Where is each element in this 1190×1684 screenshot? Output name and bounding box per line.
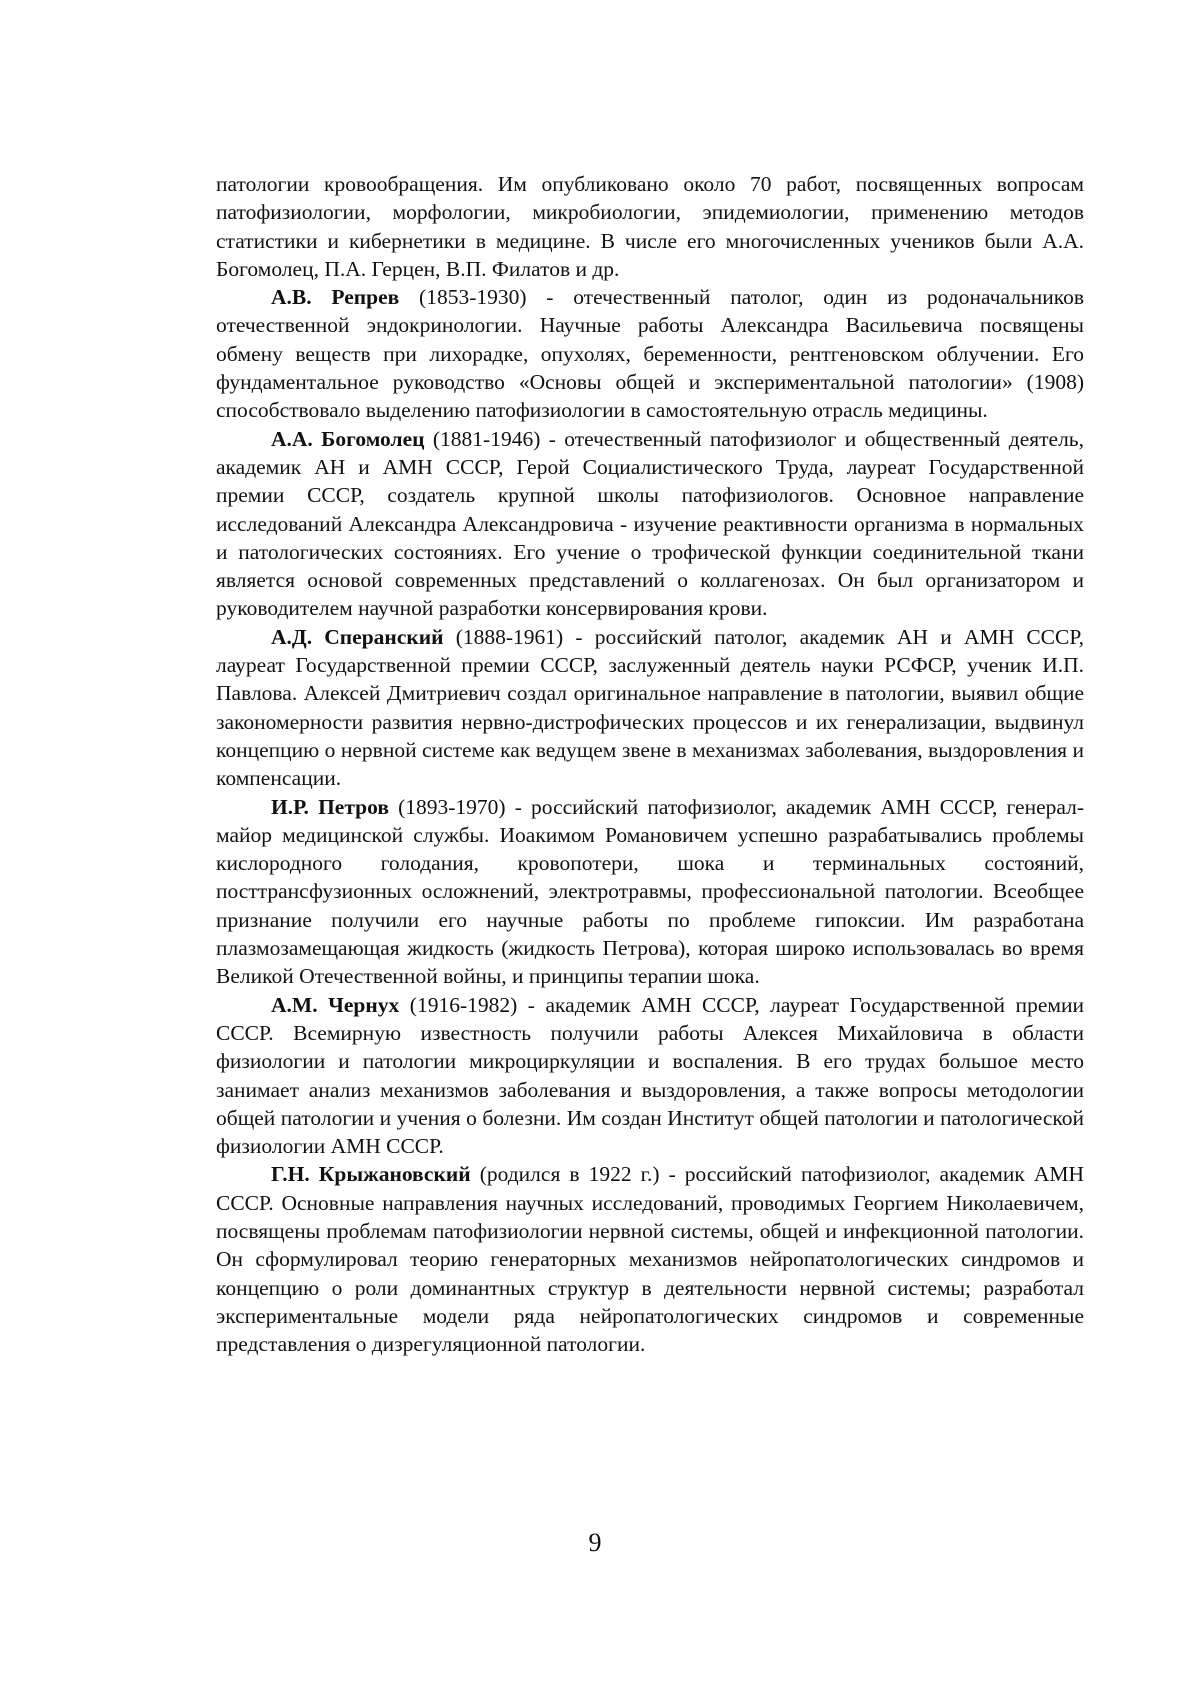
person-name: А.В. Репрев bbox=[271, 285, 400, 310]
paragraph-chernukh bbox=[216, 991, 1084, 1161]
paragraph-bogomolets bbox=[216, 425, 1084, 623]
person-name: А.Д. Сперанский bbox=[271, 624, 444, 649]
person-name: Г.Н. Крыжановский bbox=[271, 1162, 471, 1187]
document-body bbox=[216, 170, 1084, 1358]
person-name: А.А. Богомолец bbox=[271, 426, 425, 451]
paragraph-text: (1893-1970) - российский патофизиолог, академик АМН СССР, генерал-майор медицинской службы. Иоакимом Романовичем успешно разрабатывались проблемы кислородного голодания, кровопотери, шока и терминальных состояний, посттрансфузионных осложнений, электротравмы, профессиональной патологии. Всеобщее признание получили его научные работы по проблеме гипоксии. Им разработана плазмозамещающая жидкость (жидкость Петрова), которая широко использовалась во время Великой Отечественной войны, и принципы терапии шока. bbox=[216, 794, 1084, 989]
person-name: И.Р. Петров bbox=[271, 794, 389, 819]
paragraph-text: (родился в 1922 г.) - российский патофизиолог, академик АМН СССР. Основные направления научных исследований, проводимых Георгием Николаевичем, посвящены проблемам патофизиологии нервной системы, общей и инфекционной патологии. Он сформулировал теорию генераторных механизмов нейропатологических синдромов и концепцию о роли доминантных структур в деятельности нервной системы; разработал экспериментальные модели ряда нейропатологических синдромов и современные представления о дизрегуляционной патологии. bbox=[216, 1162, 1084, 1357]
paragraph-continuation bbox=[216, 170, 1084, 283]
page-number: 9 bbox=[588, 1528, 602, 1557]
paragraph-text: (1853-1930) - отечественный патолог, один из родоначальников отечественной эндокринологии. Научные работы Александра Васильевича посвящены обмену веществ при лихорадке, опухолях, беременности, рентгеновском облучении. Его фундаментальное руководство «Основы общей и экспериментальной патологии» (1908) способствовало выделению патофизиологии в самостоятельную отрасль медицины. bbox=[216, 285, 1084, 423]
paragraph-text: (1916-1982) - академик АМН СССР, лауреат Государственной премии СССР. Всемирную известность получили работы Алексея Михайловича в области физиологии и патологии микроциркуляции и воспаления. В его трудах большое место занимает анализ механизмов заболевания и выздоровления, а также вопросы методологии общей патологии и учения о болезни. Им создан Институт общей патологии и патологической физиологии АМН СССР. bbox=[216, 992, 1084, 1159]
paragraph-reprev bbox=[216, 283, 1084, 424]
paragraph-text: патологии кровообращения. Им опубликовано около 70 работ, посвященных вопросам патофизиологии, морфологии, микробиологии, эпидемиологии, применению методов статистики и кибернетики в медицине. В числе его многочисленных учеников были А.А. Богомолец, П.А. Герцен, В.П. Филатов и др. bbox=[216, 172, 1084, 281]
paragraph-speransky bbox=[216, 623, 1084, 793]
person-name: А.М. Чернух bbox=[271, 992, 400, 1017]
paragraph-kryzhanovsky bbox=[216, 1160, 1084, 1358]
paragraph-petrov bbox=[216, 793, 1084, 991]
paragraph-text: (1888-1961) - российский патолог, академик АН и АМН СССР, лауреат Государственной премии СССР, заслуженный деятель науки РСФСР, ученик И.П. Павлова. Алексей Дмитриевич создал оригинальное направление в патологии, выявил общие закономерности развития нервно-дистрофических процессов и их генерализации, выдвинул концепцию о нервной системе как ведущем звене в механизмах заболевания, выздоровления и компенсации. bbox=[216, 624, 1085, 791]
paragraph-text: (1881-1946) - отечественный патофизиолог и общественный деятель, академик АН и АМН СССР, Герой Социалистического Труда, лауреат Государственной премии СССР, создатель крупной школы патофизиологов. Основное направление исследований Александра Александровича - изучение реактивности организма в нормальных и патологических состояниях. Его учение о трофической функции соединительной ткани является основой современных представлений о коллагенозах. Он был организатором и руководителем научной разработки консервирования крови. bbox=[216, 426, 1084, 621]
